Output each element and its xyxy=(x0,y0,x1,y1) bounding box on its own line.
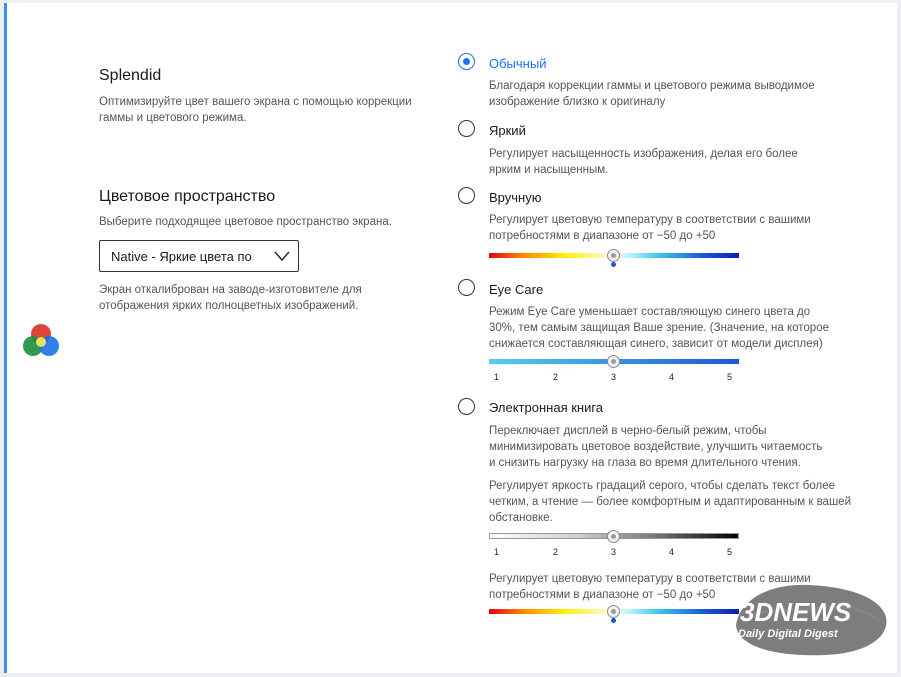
watermark-brand: 3DNEWS xyxy=(740,597,852,627)
ebook-gray-tick: 3 xyxy=(611,547,617,557)
option-normal-description: Благодаря коррекции гаммы и цветового режима выводимое изображение близко к оригиналу xyxy=(489,80,815,108)
option-manual-label[interactable]: Вручную xyxy=(489,190,542,205)
radio-vivid[interactable] xyxy=(458,120,475,137)
color-space-description: Выберите подходящее цветовое пространство экрана. xyxy=(99,216,392,228)
ebook-temperature-slider-thumb[interactable] xyxy=(607,605,620,618)
option-ebook-description: Переключает дисплей в черно-белый режим, чтобы минимизировать цветовое воздействие, улучшить читаемость и снизить нагрузку на глаза во время длительного чтения. xyxy=(489,425,823,469)
radio-eyecare[interactable] xyxy=(458,279,475,296)
eyecare-tick: 3 xyxy=(611,372,617,382)
ebook-temperature-default-marker xyxy=(611,618,616,623)
chevron-down-icon xyxy=(274,250,290,262)
ebook-gray-tick: 5 xyxy=(727,547,733,557)
manual-temperature-default-marker xyxy=(611,262,616,267)
watermark-tagline: Daily Digital Digest xyxy=(738,628,838,640)
option-vivid-label[interactable]: Яркий xyxy=(489,123,526,138)
eyecare-tick: 4 xyxy=(669,372,675,382)
option-eyecare-description: Режим Eye Care уменьшает составляющую синего цвета до 30%, тем самым защищая Ваше зрение. (Значение, на которое снижается составляющая синего, зависит от модели дисплея) xyxy=(489,306,829,350)
option-eyecare-label[interactable]: Eye Care xyxy=(489,282,544,297)
radio-normal[interactable] xyxy=(458,53,475,70)
ebook-grayscale-description: Регулирует яркость градаций серого, чтобы сделать текст более четким, а чтение — более комфортным и адаптированным к вашей обстановке. xyxy=(489,480,851,524)
splendid-description: Оптимизируйте цвет вашего экрана с помощью коррекции гаммы и цветового режима. xyxy=(99,96,412,124)
color-space-note: Экран откалиброван на заводе-изготовителе для отображения ярких полноцветных изображений. xyxy=(99,284,362,312)
color-space-title: Цветовое пространство xyxy=(99,188,276,205)
ebook-gray-tick: 4 xyxy=(669,547,675,557)
color-space-dropdown[interactable] xyxy=(99,240,299,272)
3dnews-watermark-logo xyxy=(730,577,890,659)
color-space-dropdown-value: Native - Яркие цвета по xyxy=(111,249,252,264)
radio-manual[interactable] xyxy=(458,187,475,204)
splendid-title: Splendid xyxy=(99,67,162,84)
ebook-gray-tick: 1 xyxy=(494,547,500,557)
ebook-gray-tick: 2 xyxy=(553,547,559,557)
option-normal-label[interactable]: Обычный xyxy=(489,56,547,71)
radio-ebook[interactable] xyxy=(458,398,475,415)
eyecare-level-slider-thumb[interactable] xyxy=(607,355,620,368)
eyecare-tick: 5 xyxy=(727,372,733,382)
ebook-temperature-description: Регулирует цветовую температуру в соответствии с вашими потребностями в диапазоне от −50 до +50 xyxy=(489,573,811,601)
manual-temperature-slider-thumb[interactable] xyxy=(607,249,620,262)
option-ebook-label[interactable]: Электронная книга xyxy=(489,400,604,415)
option-manual-description: Регулирует цветовую температуру в соответствии с вашими потребностями в диапазоне от −50 до +50 xyxy=(489,214,811,242)
eyecare-tick: 1 xyxy=(494,372,500,382)
splendid-color-icon xyxy=(21,321,61,359)
splendid-panel xyxy=(4,3,897,673)
eyecare-tick: 2 xyxy=(553,372,559,382)
option-vivid-description: Регулирует насыщенность изображения, делая его более ярким и насыщенным. xyxy=(489,148,798,176)
ebook-grayscale-slider-thumb[interactable] xyxy=(607,530,620,543)
